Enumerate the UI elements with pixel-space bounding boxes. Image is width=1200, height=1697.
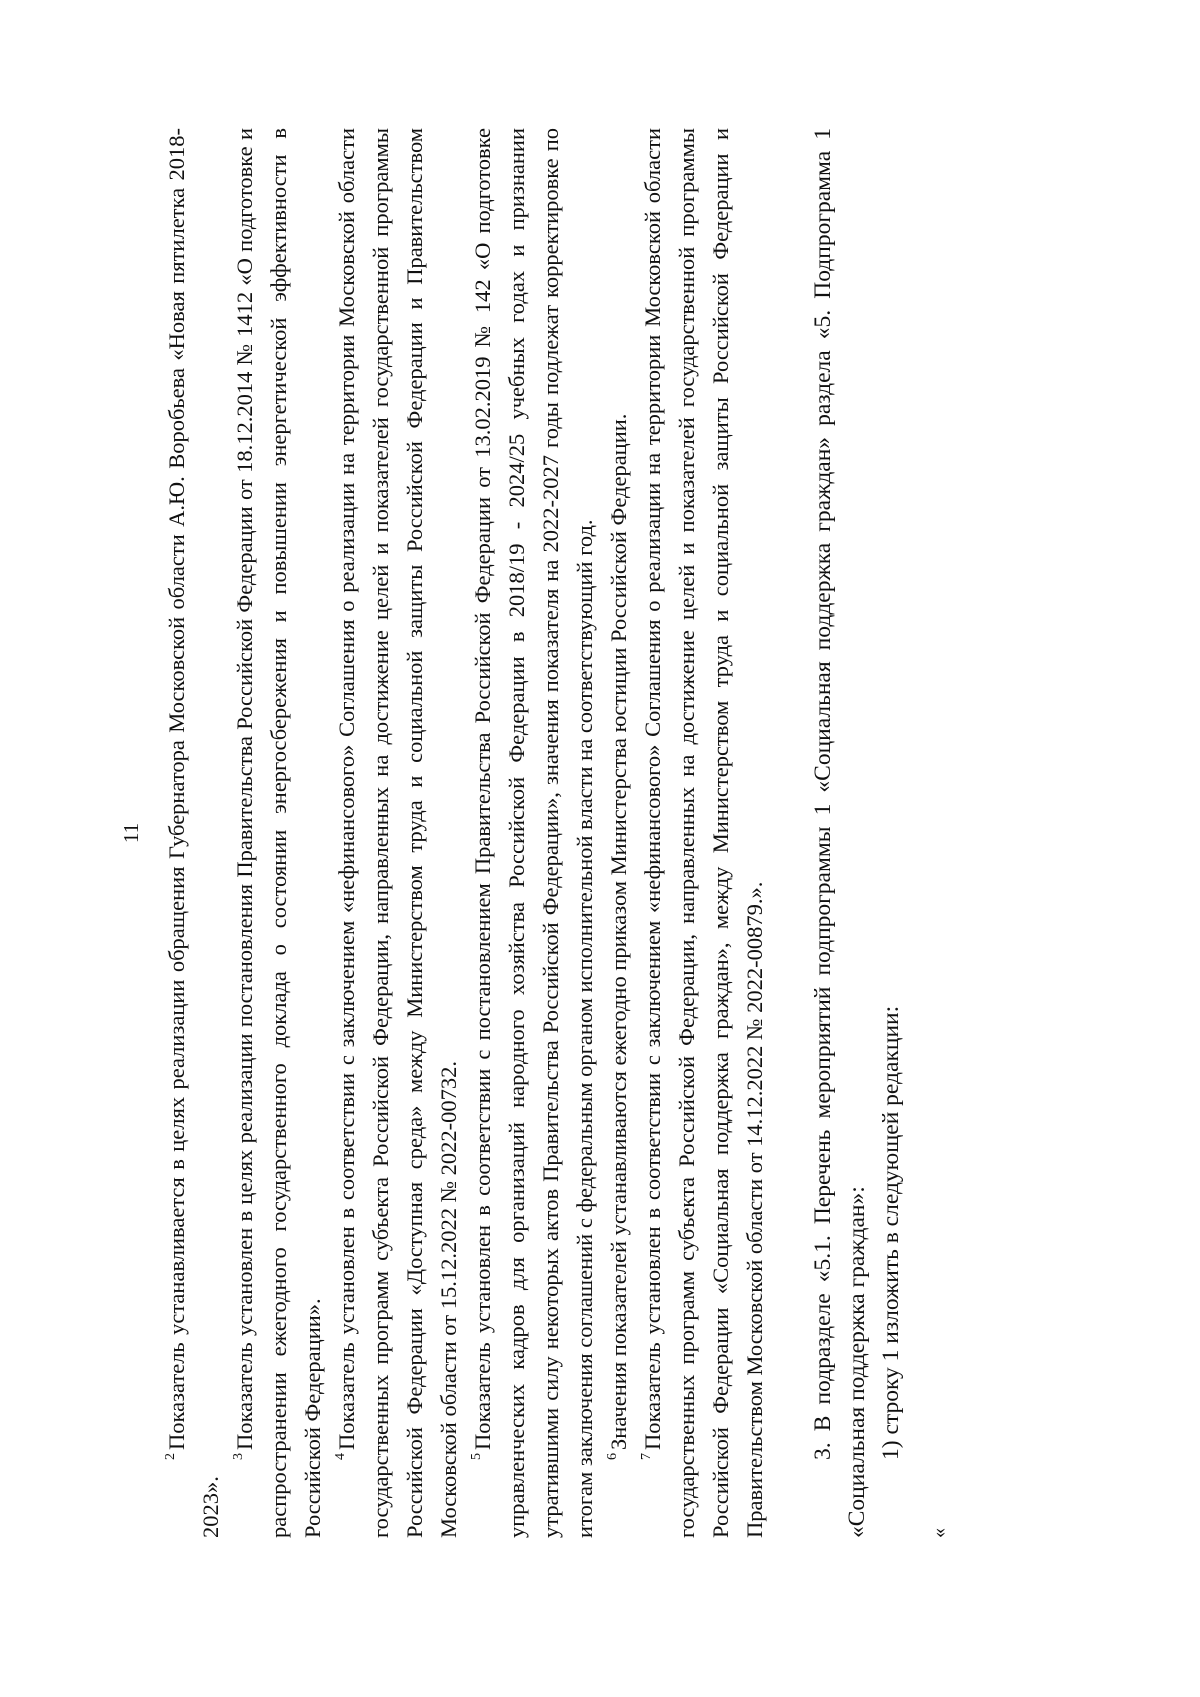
page-number: 11 (119, 822, 143, 844)
footnote-marker: 2 (163, 1453, 178, 1460)
footnote-6 (602, 128, 636, 1538)
footnote-text: Значения показателей устанавливаются ежегодно приказом Министерства юстиции Российской Федерации. (606, 413, 631, 1450)
footnote-marker: 7 (639, 1453, 654, 1460)
footnote-text: Показатель установлен в соответствии с заключением «нефинансового» Соглашения о реализации на территории Московской области государственных программ субъекта Российской Федерации, направленных на достижение целей и показателей государственной программы Российской Федерации «Социальная поддержка граждан», между Министерством труда и социальной защиты Российской Федерации и Правительством Московской области от 14.12.2022 № 2022-00879.». (640, 128, 767, 1538)
paragraph-3: 3. В подразделе «5.1. Перечень мероприятий подпрограммы 1 «Социальная поддержка граждан» раздела «5. Подпрограмма 1 «Социальная поддержка граждан»: (810, 128, 870, 1538)
footnote-marker: 4 (333, 1453, 348, 1460)
footnote-marker: 6 (605, 1453, 620, 1460)
footnote-marker: 3 (231, 1453, 246, 1460)
footnote-text: Показатель установлен в целях реализации постановления Правительства Российской Федерации от 18.12.2014 № 1412 «О подготовке и распространении ежегодного государственного доклада о состоянии энергосбережения и повышении энергетической эффективности в Российской Федерации». (232, 128, 325, 1538)
item-1: 1) строку 1 изложить в следующей редакции: (878, 1005, 904, 1460)
footnote-4 (330, 128, 466, 1538)
footnote-marker: 5 (469, 1453, 484, 1460)
footnote-7 (636, 128, 772, 1538)
footnote-3 (228, 128, 330, 1538)
footnote-2 (160, 128, 228, 1538)
footnote-text: Показатель устанавливается в целях реализации обращения Губернатора Московской области А.Ю. Воробьева «Новая пятилетка 2018-2023». (164, 128, 223, 1538)
footnote-text: Показатель установлен в соответствии с заключением «нефинансового» Соглашения о реализации на территории Московской области государственных программ субъекта Российской Федерации, направленных на достижение целей и показателей государственной программы Российской Федерации «Доступная среда» между Министерством труда и социальной защиты Российской Федерации и Правительством Московской области от 15.12.2022 № 2022-00732. (334, 128, 461, 1538)
footnote-text: Показатель установлен в соответствии с постановлением Правительства Российской Федерации от 13.02.2019 № 142 «О подготовке управленческих кадров для организаций народного хозяйства Российской Федерации в 2018/19 - 2024/25 учебных годах и признании утратившими силу некоторых актов Правительства Российской Федерации», значения показателя на 2022-2027 годы подлежат корректировке по итогам заключения соглашений с федеральным органом исполнительной власти на соответствующий год. (470, 128, 597, 1538)
document-page (50, 38, 1150, 1658)
footnote-5 (466, 128, 602, 1538)
quote-open: « (928, 1528, 950, 1538)
